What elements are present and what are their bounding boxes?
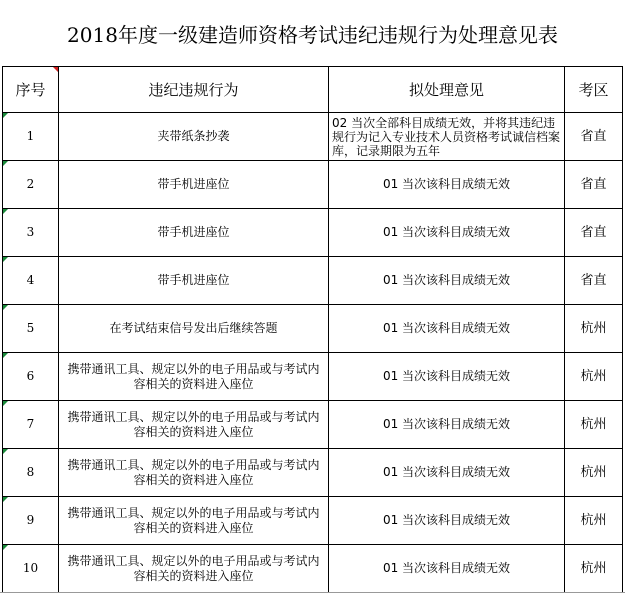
cell-behavior[interactable]: 携带通讯工具、规定以外的电子用品或与考试内容相关的资料进入座位 [59,401,329,449]
cell-behavior[interactable]: 夹带纸条抄袭 [59,113,329,161]
cell-opinion[interactable]: 01 当次该科目成绩无效 [329,257,565,305]
cell-opinion[interactable]: 02 当次全部科目成绩无效，并将其违纪违规行为记入专业技术人员资格考试诚信档案库，记录期限为五年 [329,113,565,161]
number-as-text-indicator-icon [3,449,8,454]
cell-behavior[interactable]: 携带通讯工具、规定以外的电子用品或与考试内容相关的资料进入座位 [59,353,329,401]
cell-no-value: 6 [26,369,35,383]
cell-no-value: 4 [26,273,35,287]
cell-opinion[interactable]: 01 当次该科目成绩无效 [329,209,565,257]
cell-behavior[interactable]: 带手机进座位 [59,161,329,209]
number-as-text-indicator-icon [3,113,8,118]
number-as-text-indicator-icon [3,305,8,310]
cell-no-value: 2 [26,177,35,191]
cell-no[interactable] [3,209,59,257]
cell-behavior[interactable]: 携带通讯工具、规定以外的电子用品或与考试内容相关的资料进入座位 [59,449,329,497]
header-no[interactable] [3,67,59,113]
cell-no[interactable] [3,113,59,161]
cell-behavior[interactable]: 带手机进座位 [59,209,329,257]
cell-no[interactable] [3,449,59,497]
number-as-text-indicator-icon [3,209,8,214]
cell-no[interactable] [3,497,59,545]
header-behavior[interactable]: 违纪违规行为 [59,67,329,113]
cell-opinion[interactable]: 01 当次该科目成绩无效 [329,545,565,593]
comment-marker-icon [53,67,58,72]
cell-no-value: 7 [26,417,35,431]
cell-region[interactable]: 杭州 [565,353,623,401]
cell-opinion[interactable]: 01 当次该科目成绩无效 [329,353,565,401]
cell-region[interactable]: 省直 [565,161,623,209]
number-as-text-indicator-icon [3,401,8,406]
cell-region[interactable]: 省直 [565,113,623,161]
table-row [3,161,623,209]
cell-no[interactable] [3,305,59,353]
table-row [3,545,623,593]
table-row [3,401,623,449]
header-no-label: 序号 [15,81,46,99]
cell-behavior[interactable]: 在考试结束信号发出后继续答题 [59,305,329,353]
number-as-text-indicator-icon [3,257,8,262]
number-as-text-indicator-icon [3,497,8,502]
cell-no-value: 3 [26,225,35,239]
cell-opinion[interactable]: 01 当次该科目成绩无效 [329,161,565,209]
cell-no-value: 8 [26,465,35,479]
cell-behavior[interactable]: 携带通讯工具、规定以外的电子用品或与考试内容相关的资料进入座位 [59,545,329,593]
cell-opinion[interactable]: 01 当次该科目成绩无效 [329,497,565,545]
header-region[interactable]: 考区 [565,67,623,113]
cell-no-value: 10 [22,561,39,575]
table-row [3,257,623,305]
cell-no[interactable] [3,353,59,401]
cell-no[interactable] [3,545,59,593]
header-row [3,67,623,113]
table-row [3,209,623,257]
cell-region[interactable]: 杭州 [565,497,623,545]
cell-no-value: 1 [26,129,35,143]
cell-opinion[interactable]: 01 当次该科目成绩无效 [329,401,565,449]
cell-no[interactable] [3,257,59,305]
cell-opinion[interactable]: 01 当次该科目成绩无效 [329,449,565,497]
sheet-title[interactable]: 2018年度一级建造师资格考试违纪违规行为处理意见表 [67,22,558,47]
table-body [3,113,623,593]
table-row [3,497,623,545]
cell-region[interactable]: 杭州 [565,401,623,449]
cell-region[interactable]: 杭州 [565,305,623,353]
sheet-bottom-edge [0,592,625,593]
table-row [3,353,623,401]
cell-no-value: 5 [26,321,35,335]
violations-table [2,66,623,593]
cell-region[interactable]: 省直 [565,209,623,257]
table-row [3,305,623,353]
table-row [3,449,623,497]
number-as-text-indicator-icon [3,545,8,550]
cell-region[interactable]: 杭州 [565,545,623,593]
cell-region[interactable]: 省直 [565,257,623,305]
cell-no[interactable] [3,161,59,209]
number-as-text-indicator-icon [3,161,8,166]
cell-no-value: 9 [26,513,35,527]
cell-region[interactable]: 杭州 [565,449,623,497]
cell-behavior[interactable]: 携带通讯工具、规定以外的电子用品或与考试内容相关的资料进入座位 [59,497,329,545]
number-as-text-indicator-icon [3,353,8,358]
cell-no[interactable] [3,401,59,449]
table-row [3,113,623,161]
header-opinion[interactable]: 拟处理意见 [329,67,565,113]
cell-opinion[interactable]: 01 当次该科目成绩无效 [329,305,565,353]
cell-behavior[interactable]: 带手机进座位 [59,257,329,305]
